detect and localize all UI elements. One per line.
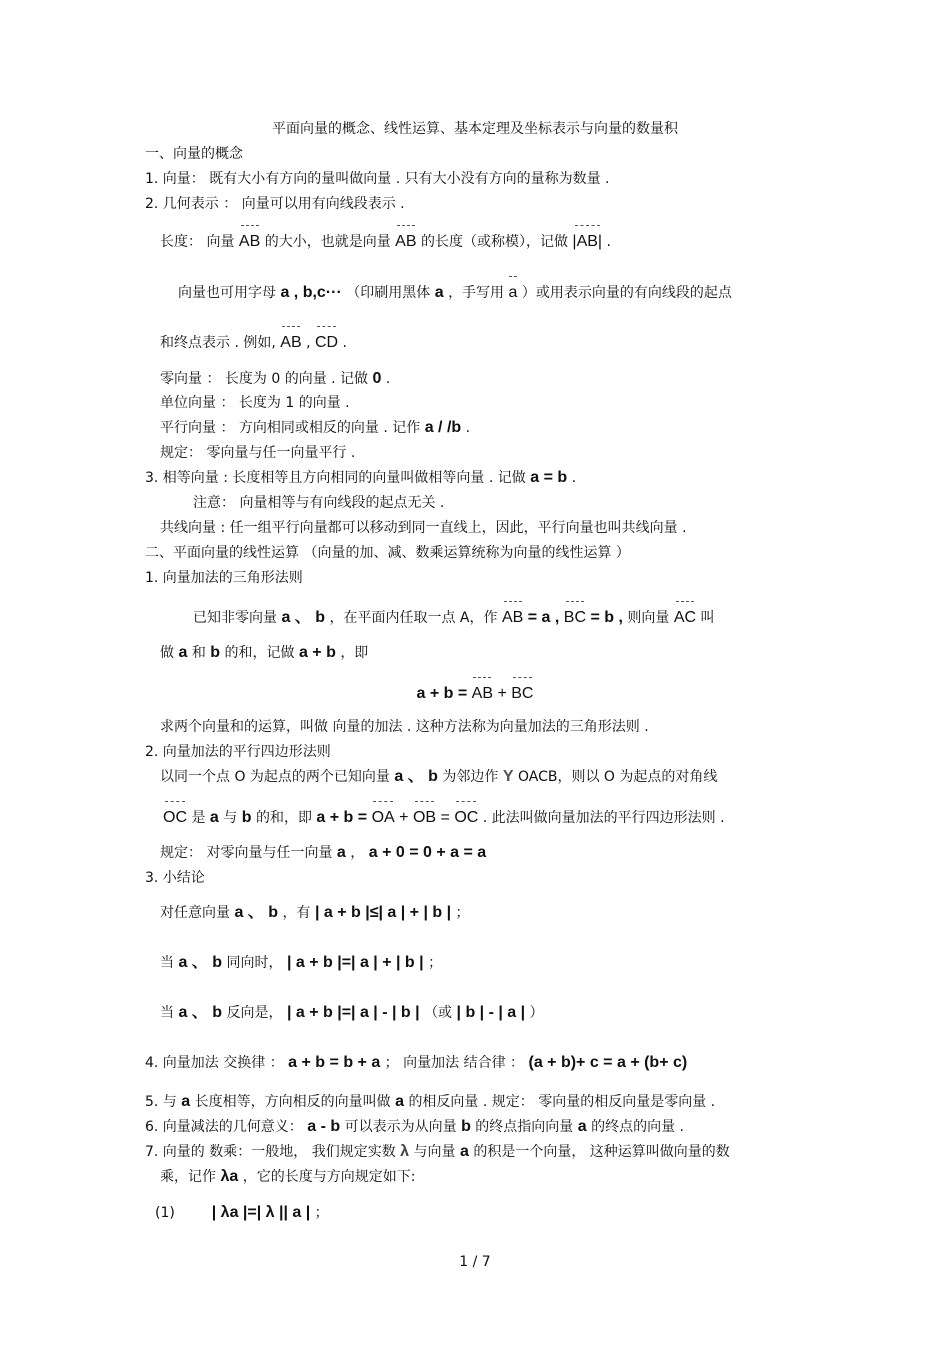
line-length [160,232,611,252]
document-title: 平面向量的概念、线性运算、基本定理及坐标表示与向量的数量积 [272,121,678,137]
text: 是 [191,810,206,826]
math: = b , [590,609,623,626]
section-heading-2: 二、平面向量的线性运算 （向量的加、减、数乘运算统称为向量的线性运算 ） [145,545,630,561]
vector-AB: AB [471,685,493,702]
math: a [459,1143,469,1160]
line-collinear-vector: 共线向量 : 任一组平行向量都可以移动到同一直线上，因此，平行向量也叫共线向量 . [160,520,687,536]
math: a = b [530,469,568,486]
math: | a + b |≤| a | + | b | [314,904,452,921]
text: ，手写用 [448,285,505,301]
line-vector-addition-name: 求两个向量和的运算，叫做 向量的加法 . 这种方法称为向量加法的三角形法则 . [160,719,649,735]
text: 反向是， [226,1005,283,1021]
text: ； 向量加法 结合律 ： [384,1055,525,1071]
text: , [306,335,311,351]
text: 的和，记做 [224,645,295,661]
text: ）或用表示向量的有向线段的起点 [521,285,732,301]
math: a + b = [416,685,468,702]
vector-AB: AB [501,609,524,626]
text: 零向量 ： 长度为 0 的向量 . 记做 [160,371,369,387]
text: 乘，记作 [160,1169,216,1185]
math: b [461,1118,471,1135]
text: ，即 [340,645,369,661]
math: | λa |=| λ || a | [211,1204,311,1221]
text: . [606,234,611,250]
math: a [336,844,346,861]
page-number: 1 / 7 [459,1254,491,1270]
text: ； [314,1205,329,1221]
math: = a , [527,609,560,626]
vector-CD: CD [314,334,339,351]
line-parallel-vector [160,418,470,438]
math: a + b = [316,809,368,826]
text: 的积是一个向量， 这种运算叫做向量的数 [473,1144,730,1160]
math: a + 0 = 0 + a = a [368,844,487,861]
vector-AC: AC [673,609,697,626]
vector-AB: AB [395,233,417,250]
text: （或 [424,1005,453,1021]
text: ，它的长度与方向规定如下: [242,1169,416,1185]
math: a , b,c··· [280,284,342,301]
text: 对任意向量 [160,905,230,921]
line-parallelogram-rule: 2. 向量加法的平行四边形法则 [145,744,331,760]
equals-sign: = [440,809,450,826]
line-geometric-representation: 2. 几何表示 ： 向量可以用有向线段表示 . [145,196,405,212]
math: λa [220,1168,239,1185]
plus-sign: + [399,809,409,826]
line-scalar-notation [160,1167,415,1187]
line-small-conclusion: 3. 小结论 [145,870,205,886]
math: a [395,1093,404,1110]
line-rule: 规定： 零向量与任一向量平行 . [160,445,356,461]
math: | a + b |=| a | + | b | [286,954,424,971]
math: a [181,1093,191,1110]
section-heading-1: 一、向量的概念 [145,146,243,162]
line-triangle-inequality [160,903,470,923]
text: 做 [160,645,174,661]
math: a + b [298,644,336,661]
text: ， [350,845,365,861]
item-number: (1) [155,1205,175,1221]
line-same-direction [160,953,442,973]
text: 长度相等，方向相反的向量叫做 [194,1094,391,1110]
vector-abs-AB: |AB| [572,233,603,250]
math: b [210,644,221,661]
line-zero-vector [160,369,390,389]
math: a [178,644,188,661]
text: ） [529,1005,544,1021]
math-lambda: λ [400,1143,410,1160]
vector-AB: AB [238,233,261,250]
line-triangle-rule: 1. 向量加法的三角形法则 [145,570,303,586]
text: OACB，则以 O 为起点的对角线 [517,769,718,785]
line-note: 注意： 向量相等与有向线段的起点无关 . [193,495,445,511]
line-unit-vector: 单位向量 ： 长度为 1 的向量 . [160,395,350,411]
line-definition-vector: 1. 向量： 既有大小有方向的量叫做向量 . 只有大小没有方向的量称为数量 . [145,171,610,187]
text: 则向量 [627,610,670,626]
math: (a + b)+ c = a + (b+ c) [528,1054,688,1071]
math: a - b [307,1118,341,1135]
text: 规定： 对零向量与任一向量 [160,845,333,861]
text: ，在平面内任取一点 A，作 [329,610,498,626]
text: 当 [160,1005,174,1021]
text: 叫 [700,610,715,626]
line-triangle-setup [193,608,715,628]
text: . [571,470,577,486]
text: 的长度（或称模），记做 [420,234,568,250]
text: 向量也可用字母 [178,285,276,301]
text: . [465,420,471,436]
line-letter-notation [178,283,732,303]
math: a + b = b + a [288,1054,381,1071]
text: 和 [191,645,206,661]
text: 已知非零向量 [193,610,277,626]
text: 的大小，也就是向量 [264,234,391,250]
equation-triangle [0,684,950,704]
text: . [342,335,347,351]
text: ； [455,905,470,921]
math: | b | - | a | [456,1004,526,1021]
text: 的终点指向向量 [475,1119,574,1135]
math: a 、 b [394,768,438,785]
math: a 、 b [178,1004,223,1021]
line-scalar-rule-1 [155,1203,329,1223]
text: ，有 [282,905,311,921]
text: . [385,371,391,387]
text: 可以表示为从向量 [344,1119,457,1135]
line-equal-vector [145,468,576,488]
text: 6. 向量减法的几何意义： [145,1119,303,1135]
vector-OC: OC [163,809,187,826]
line-opposite-direction [160,1003,544,1023]
text: 的相反向量 . 规定： 零向量的相反向量是零向量 . [408,1094,716,1110]
text: 与向量 [413,1144,456,1160]
math: a 、 b [234,904,279,921]
text: 平行向量 ： 方向相同或相反的向量 . 记作 [160,420,421,436]
line-parallelogram-sum [163,808,725,828]
text: 长度： 向量 [160,234,235,250]
vector-AB: AB [280,334,302,351]
line-scalar-multiplication [145,1142,730,1162]
math: a / /b [424,419,462,436]
parallelogram-symbol: Y [502,768,514,785]
text: 当 [160,955,174,971]
text: 的终点的向量 . [591,1119,685,1135]
text: 与 [223,810,238,826]
line-example [160,333,347,353]
vector-BC: BC [563,609,587,626]
line-zero-rule [160,843,486,863]
text: 5. 与 [145,1094,177,1110]
text: 为邻边作 [442,769,499,785]
text: 和终点表示 . 例如, [160,335,276,351]
line-triangle-sum [160,643,368,663]
vector-BC: BC [511,685,534,702]
vector-OA: OA [371,809,395,826]
line-subtraction-meaning [145,1117,684,1137]
math: b [241,809,252,826]
text: 的和，即 [255,810,312,826]
math: a [209,809,219,826]
vector-OC: OC [454,809,479,826]
math: | a + b |=| a | - | b | [286,1004,420,1021]
line-addition-laws [145,1053,687,1073]
text: 4. 向量加法 交换律 ： [145,1055,284,1071]
line-opposite-vector [145,1092,715,1112]
text: （印刷用黑体 [346,285,431,301]
math: a [577,1118,587,1135]
vector-OB: OB [412,809,437,826]
math: a 、 b [281,609,326,626]
math: a 、 b [178,954,223,971]
text: 7. 向量的 数乘：一般地， 我们规定实数 [145,1144,396,1160]
line-parallelogram-setup [160,767,717,787]
text: . 此法叫做向量加法的平行四边形法则 . [482,810,725,826]
text: ； [428,955,443,971]
math: a [434,284,444,301]
math: 0 [372,370,382,387]
text: 以同一个点 O 为起点的两个已知向量 [160,769,390,785]
plus-sign: + [497,685,507,702]
text: 3. 相等向量 : 长度相等且方向相同的向量叫做相等向量 . 记做 [145,470,526,486]
text: 同向时， [226,955,283,971]
vector-a-handwritten: a [508,284,518,301]
